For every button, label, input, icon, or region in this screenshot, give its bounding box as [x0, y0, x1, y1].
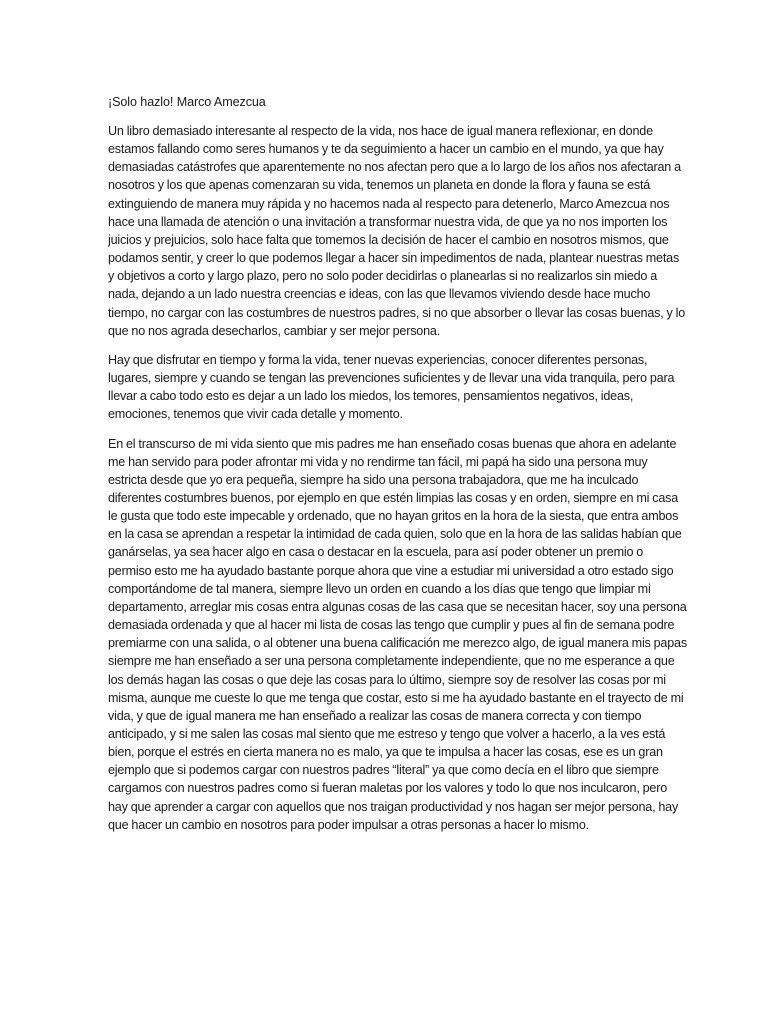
paragraph-personal-experience: En el transcurso de mi vida siento que mis padres me han enseñado cosas buenas que ahora en adelante me han servido para poder afrontar mi vida y no rendirme tan fácil, mi papá ha sido una persona muy estricta desde que yo era pequeña, siempre ha sido una persona trabajadora, que me ha inculcado diferentes costumbres buenos, por ejemplo en que estén limpias las cosas y en orden, siempre en mi casa le gusta que todo este impecable y ordenado, que no hayan gritos en la hora de la siesta, que entra ambos en la casa se aprendan a respetar la intimidad de cada quien, solo que en la hora de las salidas habían que ganárselas, ya sea hacer algo en casa o destacar en la escuela, para así poder obtener un premio o permiso esto me ha ayudado bastante porque ahora que vine a estudiar mi universidad a otro estado sigo comportándome de tal manera, siempre llevo un orden en cuando a los días que tengo que limpiar mi departamento, arreglar mis cosas entra algunas cosas de las casa que se necesitan hacer, soy una persona demasiada ordenada y que al hacer mi lista de cosas las tengo que cumplir y pues al fin de semana podre premiarme con una salida, o al obtener una buena calificación me merezco algo, de igual manera mis papas siempre me han enseñado a ser una persona completamente independiente, que no me esperance a que los demás hagan las cosas o que deje las cosas para lo último, siempre soy de resolver las cosas por mi misma, aunque me cueste lo que me tenga que costar, esto si me ha ayudado bastante en el trayecto de mi vida, y que de igual manera me han enseñado a realizar las cosas de manera correcta y con tiempo anticipado, y si me salen las cosas mal siento que me estreso y tengo que volver a hacerlo, a la ves está bien, porque el estrés en cierta manera no es malo, ya que te impulsa a hacer las cosas, ese es un gran ejemplo que si podemos cargar con nuestros padres “literal” ya que como decía en el libro que siempre cargamos con nuestros padres como si fueran maletas por los valores y todo lo que nos inculcaron, pero hay que aprender a cargar con aquellos que nos traigan productividad y nos hagan ser mejor persona, hay que hacer un cambio en nosotros para poder impulsar a otras personas a hacer lo mismo. [108, 436, 687, 832]
paragraph-intro: Un libro demasiado interesante al respecto de la vida, nos hace de igual manera reflexionar, en donde estamos fallando como seres humanos y te da seguimiento a hacer un cambio en el mundo, ya que hay demasiadas catástrofes que aparentemente no nos afectan pero que a lo largo de los años nos afectaran a nosotros y los que apenas comenzaran su vida, tenemos un planeta en donde la flora y fauna se está extinguiendo de manera muy rápida y no hacemos nada al respecto para detenerlo, Marco Amezcua nos hace una llamada de atención o una invitación a transformar nuestra vida, de que ya no nos importen los juicios y prejuicios, solo hace falta que tomemos la decisión de hacer el cambio en nosotros mismos, que podamos sentir, y creer lo que podemos llegar a hacer sin impedimentos de nada, plantear nuestras metas y objetivos a corto y largo plazo, pero no solo poder decidirlas o planearlas si no realizarlos sin miedo a nada, dejando a un lado nuestra creencias e ideas, con las que llevamos viviendo desde hace mucho tiempo, no cargar con las costumbres de nuestros padres, si no que absorber o llevar las cosas buenas, y lo que no nos agrada desecharlos, cambiar y ser mejor persona. [108, 124, 686, 338]
paragraph-enjoy-life: Hay que disfrutar en tiempo y forma la vida, tener nuevas experiencias, conocer diferentes personas, lugares, siempre y cuando se tengan las prevenciones suficientes y de llevar una vida tranquila, pero para llevar a cabo todo esto es dejar a un lado los miedos, los temores, pensamientos negativos, ideas, emociones, tenemos que vivir cada detalle y momento. [108, 352, 675, 422]
document-title: ¡Solo hazlo! Marco Amezcua [108, 95, 266, 109]
